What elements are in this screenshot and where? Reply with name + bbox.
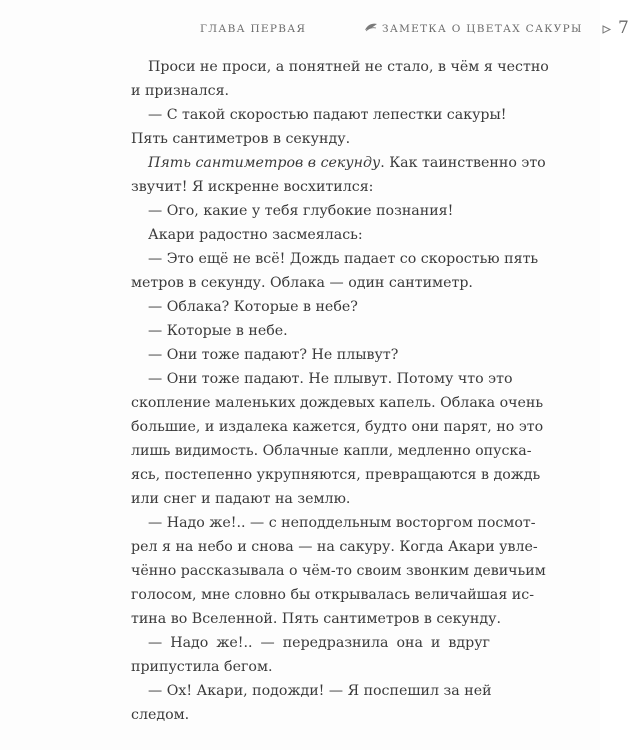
text-line: — Это ещё не всё! Дождь падает со скоростью пять [148,251,539,267]
text-line: рел я на небо и снова — на сакуру. Когда Акари увле- [131,539,538,555]
text-line: — Они тоже падают. Не плывут. Потому что это [148,371,513,387]
text-line: — С такой скоростью падают лепестки сакуры! [148,107,507,123]
text-line: тина во Вселенной. Пять сантиметров в секунду. [131,611,501,627]
text-line: — Ого, какие у тебя глубокие познания! [148,203,454,219]
text-line: или снег и падают на землю. [131,491,351,507]
text-line: чённо рассказывала о чём-то своим звонким девичьим [131,563,546,579]
text-line: Проси не проси, а понятней не стало, в чём я честно [148,59,549,75]
text-fragment: . Как таинственно это [380,155,546,171]
text-line: следом. [131,707,190,723]
text-line [131,151,546,175]
running-header [200,18,629,38]
text-line: — Которые в небе. [148,323,288,339]
text-line: — Облака? Которые в небе? [148,299,358,315]
text-line: — Надо же!.. — с неподдельным восторгом посмот- [148,515,536,531]
leaf-ornament-icon [364,22,378,32]
italic-phrase: Пять сантиметров в секунду [148,155,381,171]
chapter-title: ЗАМЕТКА О ЦВЕТАХ САКУРЫ [382,23,583,35]
chapter-label: ГЛАВА ПЕРВАЯ [200,23,307,35]
text-line: голосом, мне словно бы открывалась величайшая ис- [131,587,534,603]
text-line: — Надо же!.. — передразнила она и вдруг припустила бегом. [131,635,490,675]
text-line: Акари радостно засмеялась: [148,227,363,243]
page-number: 7 [618,18,629,38]
body-text [131,55,549,727]
text-line: звучит! Я искренне восхитился: [131,179,374,195]
text-line: метров в секунду. Облака — один сантиметр. [131,275,473,291]
text-line: большие, и издалека кажется, будто они парят, но это [131,419,544,435]
text-line: Пять сантиметров в секунду. [131,131,351,147]
triangle-right-outline-icon [602,25,611,34]
text-line: — Они тоже падают? Не плывут? [148,347,399,363]
text-line: скопление маленьких дождевых капель. Облака очень [131,395,544,411]
text-line: ясь, постепенно укрупняются, превращаются в дождь [131,467,541,483]
text-line: — Ох! Акари, подожди! — Я поспешил за ней [148,683,492,699]
text-line: и признался. [131,83,230,99]
text-line: лишь видимость. Облачные капли, медленно опуска- [131,443,532,459]
